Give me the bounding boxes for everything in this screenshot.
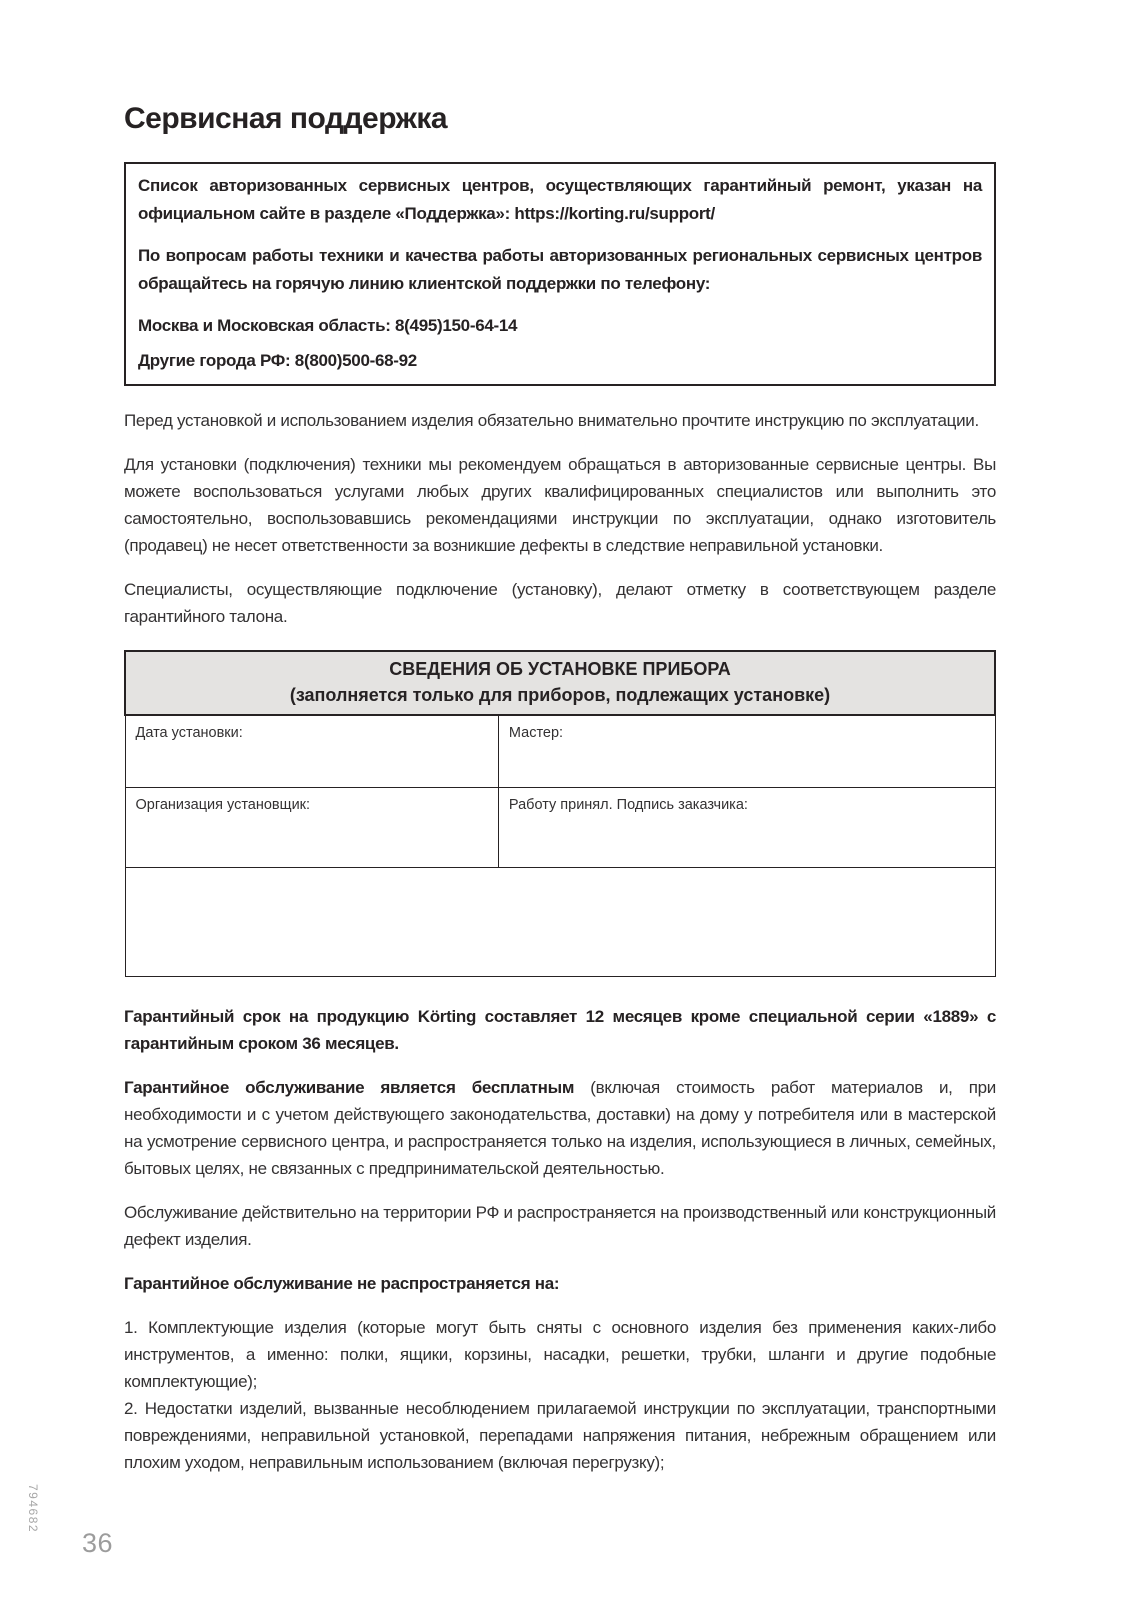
warranty-term-paragraph: Гарантийный срок на продукцию Körting составляет 12 месяцев кроме специальной серии «1889» с гарантийным сроком 36 месяцев. (124, 1007, 996, 1053)
cell-installer-org: Организация установщик: (125, 788, 498, 868)
table-row-notes (125, 868, 995, 977)
exclusion-item-2: 2. Недостатки изделий, вызванные несоблюдением прилагаемой инструкции по эксплуатации, транспортными повреждениями, неправильной установкой, перепадами напряжения питания, небрежным обращением или плохим уходом, неправильным использованием (включая перегрузку); (124, 1399, 996, 1472)
table-row-date-master (125, 715, 995, 788)
info-box-paragraph-hotline: По вопросам работы техники и качества работы авторизованных региональных сервисных центров обращайтесь на горячую линию клиентской поддержки по телефону: (138, 246, 982, 293)
document-side-code: 794682 (26, 1484, 40, 1534)
page-number: 36 (82, 1528, 114, 1558)
cell-install-date: Дата установки: (125, 715, 498, 788)
warranty-territory-paragraph: Обслуживание действительно на территории РФ и распространяется на производственный или конструкционный дефект изделия. (124, 1203, 996, 1249)
table-header-cell (125, 651, 995, 715)
install-info-table (124, 650, 996, 977)
page-title: Сервисная поддержка (124, 102, 448, 135)
info-box-paragraph-service-list: Список авторизованных сервисных центров, осуществляющих гарантийный ремонт, указан на официальном сайте в разделе «Поддержка»: https://korting.ru/support/ (138, 176, 982, 223)
table-header-row (125, 651, 995, 715)
intro-paragraph-specialists: Специалисты, осуществляющие подключение (установку), делают отметку в соответствующем разделе гарантийного талона. (124, 580, 996, 626)
warranty-exclusions-heading: Гарантийное обслуживание не распространяется на: (124, 1274, 560, 1293)
warranty-free-service-paragraph (124, 1074, 996, 1182)
warranty-free-service-rest: (включая стоимость работ материалов и, при необходимости и с учетом действующего законодательства, доставки) на дому у потребителя или в мастерской на усмотрение сервисного центра, и распространяется только на изделия, использующиеся в личных, семейных, бытовых целях, не связанных с предпринимательской деятельностью. (124, 1078, 996, 1178)
phone-moscow: Москва и Московская область: 8(495)150-64-14 (138, 316, 518, 335)
table-header-title: СВЕДЕНИЯ ОБ УСТАНОВКЕ ПРИБОРА (389, 659, 731, 679)
exclusion-item-1: 1. Комплектующие изделия (которые могут быть сняты с основного изделия без применения каких-либо инструментов, а именно: полки, ящики, корзины, насадки, решетки, трубки, шланги и другие подобные комплектующие); (124, 1318, 996, 1391)
table-header-subtitle: (заполняется только для приборов, подлежащих установке) (289, 685, 831, 705)
cell-work-accepted: Работу принял. Подпись заказчика: (498, 788, 995, 868)
intro-paragraph-read-manual: Перед установкой и использованием изделия обязательно внимательно прочтите инструкцию по эксплуатации. (124, 411, 979, 430)
empty-notes-cell (125, 868, 995, 977)
content-column (124, 0, 996, 1476)
warranty-free-service-lead: Гарантийное обслуживание является бесплатным (124, 1078, 575, 1097)
intro-paragraph-installation: Для установки (подключения) техники мы рекомендуем обращаться в авторизованные сервисные центры. Вы можете воспользоваться услугами любых других квалифицированных специалистов или выполнить это самостоятельно, воспользовавшись рекомендациями инструкции по эксплуатации, однако изготовитель (продавец) не несет ответственности за возникшие дефекты в следствие неправильной установки. (124, 455, 996, 555)
service-centers-info-box (124, 162, 996, 386)
phone-other-cities: Другие города РФ: 8(800)500-68-92 (138, 351, 417, 370)
table-row-org-accepted (125, 788, 995, 868)
cell-master: Мастер: (498, 715, 995, 788)
